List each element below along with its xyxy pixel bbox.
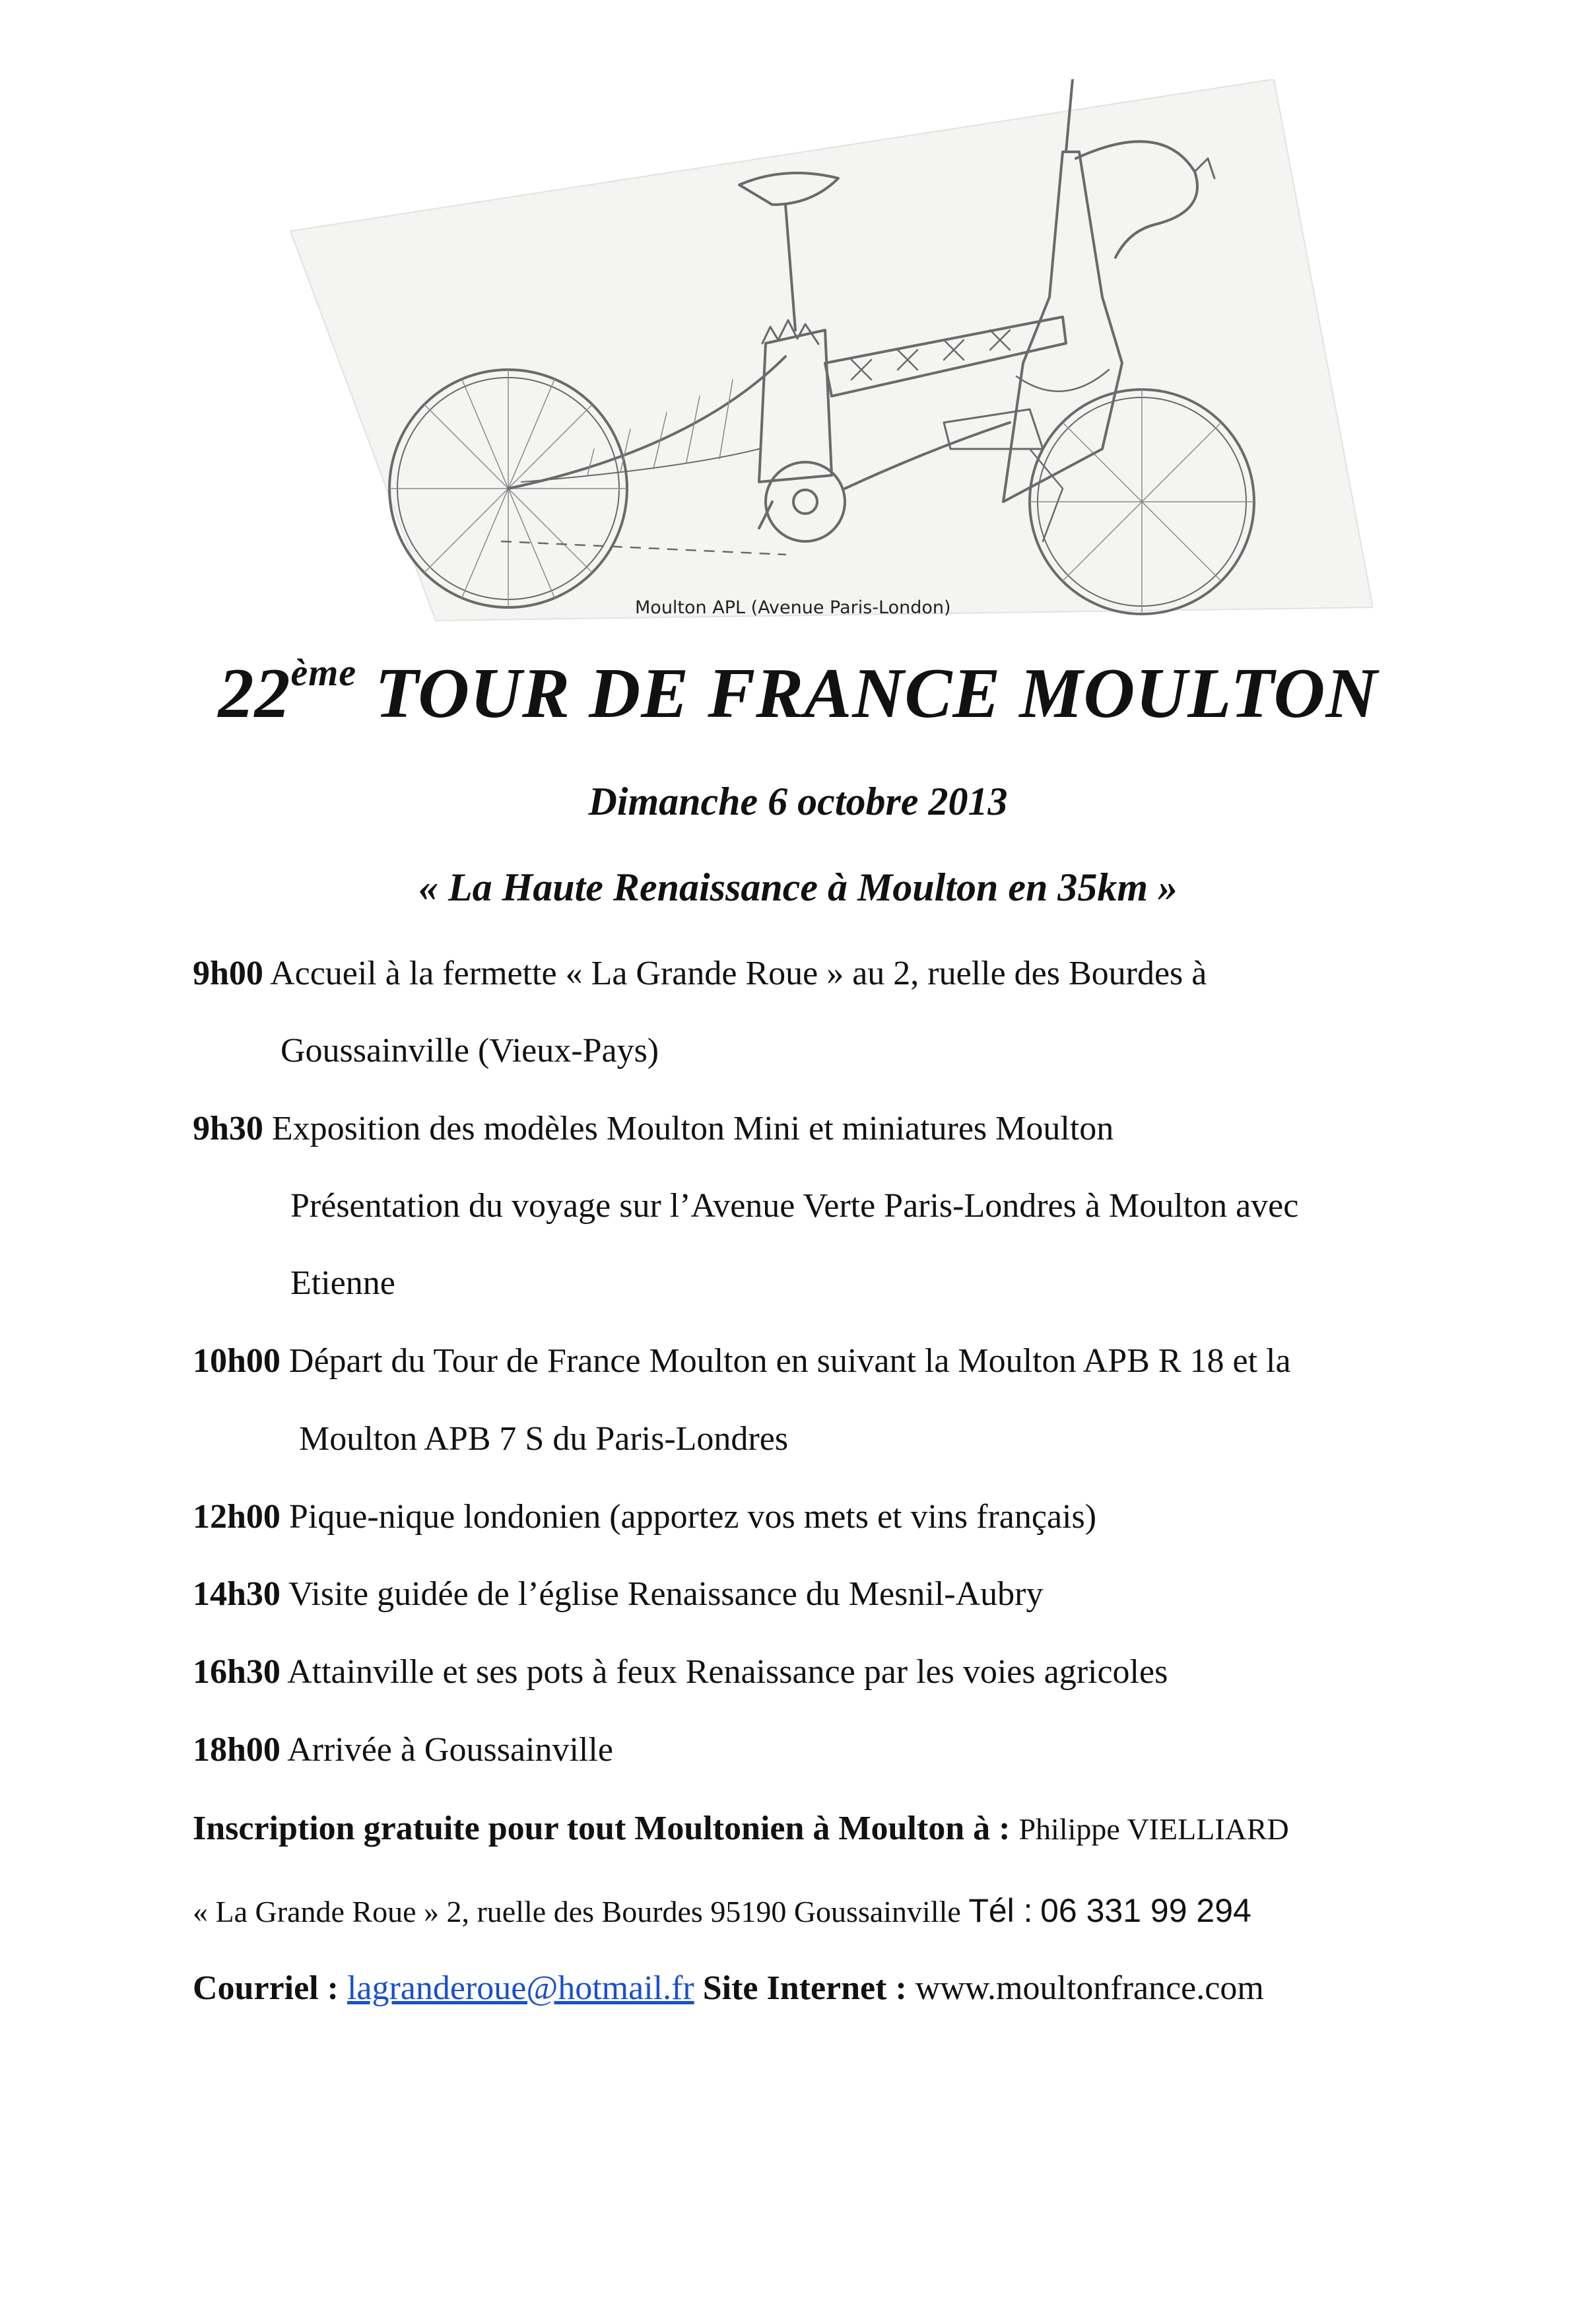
schedule-time: 18h00	[193, 1731, 281, 1769]
event-theme: « La Haute Renaissance à Moulton en 35km »	[418, 866, 1178, 909]
email-label: Courriel :	[193, 1969, 339, 2007]
website: www.moultonfrance.com	[915, 1969, 1264, 2007]
bicycle-sketch	[284, 79, 1373, 647]
phone-number: 06 331 99 294	[1040, 1892, 1251, 1929]
schedule-item	[193, 1575, 1043, 1614]
schedule-time: 12h00	[193, 1498, 281, 1536]
schedule-text: Pique-nique londonien (apportez vos mets et vins français)	[288, 1498, 1097, 1536]
schedule-text: Exposition des modèles Moulton Mini et miniatures Moulton	[271, 1110, 1114, 1147]
page-title	[0, 650, 1596, 735]
schedule-text-continued: Présentation du voyage sur l’Avenue Verte Paris-Londres à Moulton avec	[290, 1187, 1299, 1225]
schedule-time: 10h00	[193, 1342, 281, 1380]
schedule-item	[193, 1497, 1096, 1536]
schedule-text: Visite guidée de l’église Renaissance du Mesnil-Aubry	[288, 1575, 1044, 1613]
schedule-text: Départ du Tour de France Moulton en suivant la Moulton APB R 18 et la	[288, 1342, 1291, 1380]
inscription-label: Inscription gratuite pour tout Moultonien à Moulton à	[193, 1810, 991, 1847]
schedule-text: Arrivée à Goussainville	[287, 1731, 613, 1769]
schedule-item	[193, 1730, 613, 1769]
schedule-text: Attainville et ses pots à feux Renaissance par les voies agricoles	[287, 1653, 1168, 1691]
schedule-item	[193, 1109, 1114, 1148]
schedule-text: Accueil à la fermette « La Grande Roue » au 2, ruelle des Bourdes à	[270, 955, 1207, 992]
phone-label: Tél :	[968, 1892, 1033, 1929]
address-line	[193, 1891, 1251, 1930]
schedule-item	[193, 1342, 1291, 1380]
title-text: TOUR DE FRANCE MOULTON	[375, 654, 1378, 733]
inscription-name: Philippe VIELLIARD	[1018, 1812, 1289, 1846]
schedule-text-continued: Goussainville (Vieux-Pays)	[281, 1032, 659, 1070]
email-link[interactable]: lagranderoue@hotmail.fr	[347, 1969, 694, 2007]
schedule-time: 14h30	[193, 1575, 281, 1613]
schedule-time: 9h00	[193, 955, 263, 992]
schedule-text-continued: Moulton APB 7 S du Paris-Londres	[299, 1420, 789, 1458]
title-suffix: ème	[290, 651, 357, 694]
schedule-time: 9h30	[193, 1110, 263, 1147]
address: « La Grande Roue » 2, ruelle des Bourdes 95190 Goussainville	[193, 1895, 961, 1928]
schedule-item	[193, 954, 1207, 993]
schedule-time: 16h30	[193, 1653, 281, 1691]
schedule-item	[193, 1652, 1168, 1691]
sketch-paper-sheet	[290, 79, 1373, 621]
front-wheel-spokes	[1030, 390, 1254, 614]
event-date: Dimanche 6 octobre 2013	[588, 780, 1008, 823]
title-number: 22	[218, 654, 291, 733]
sketch-caption: Moulton APL (Avenue Paris-London)	[635, 597, 951, 618]
schedule-text-continued: Etienne	[290, 1264, 395, 1302]
site-label: Site Internet :	[702, 1969, 907, 2007]
inscription-line: Inscription gratuite pour tout Moultonien à Moulton à : Philippe VIELLIARD	[193, 1810, 1289, 1847]
contact-line	[193, 1969, 1264, 2008]
